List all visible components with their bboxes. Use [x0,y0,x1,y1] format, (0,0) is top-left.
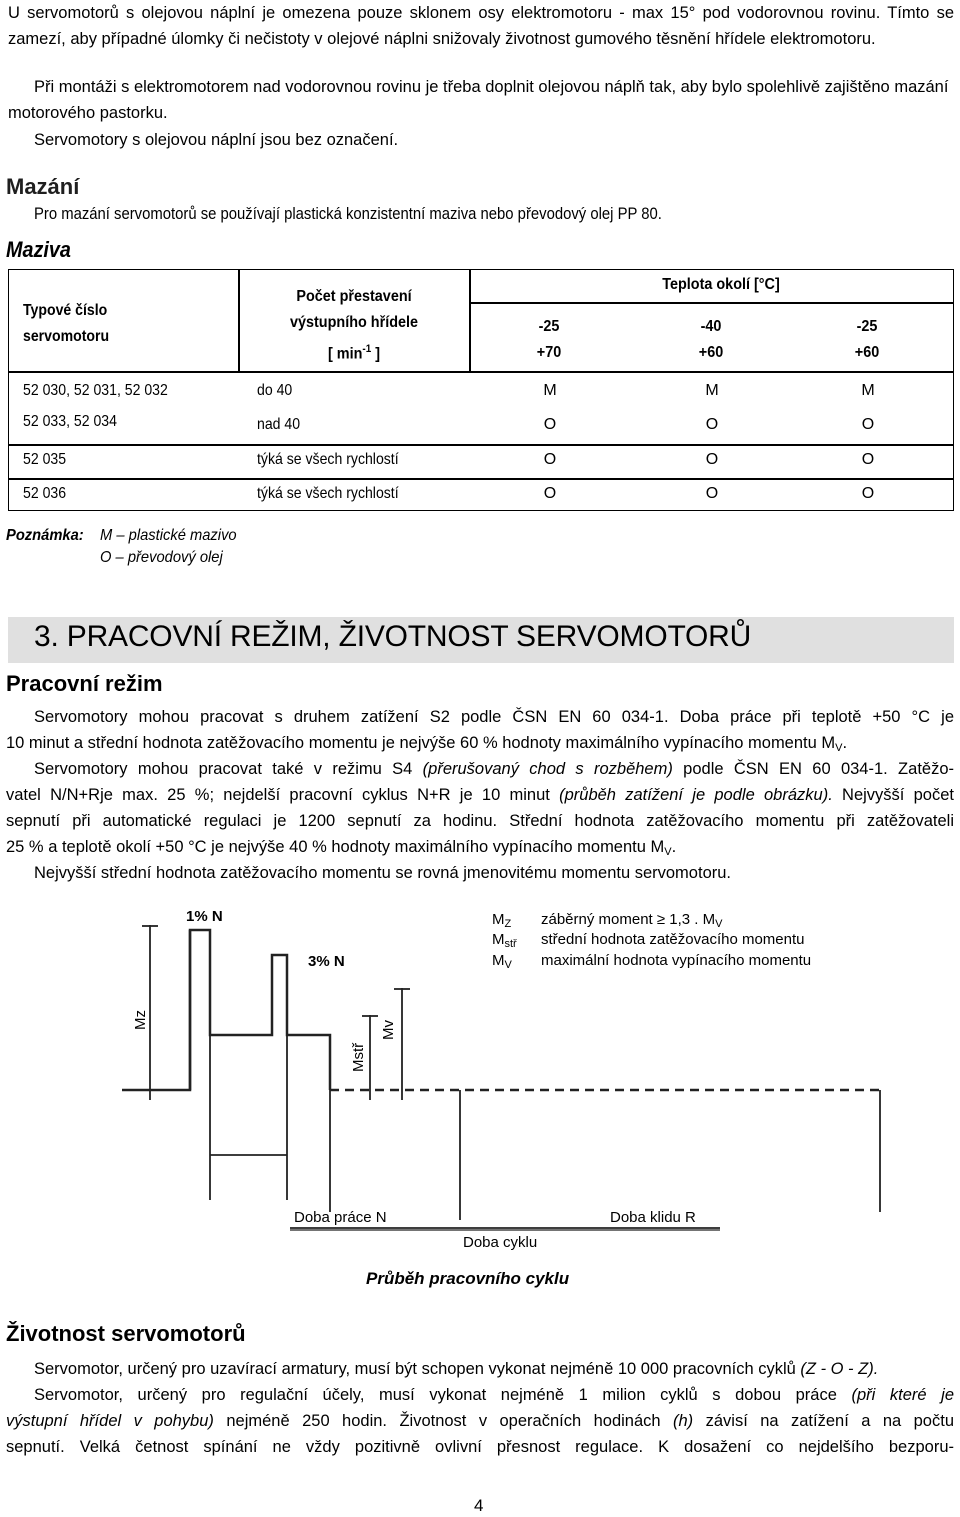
legend-mz: $M_Z$ [492,911,512,930]
note-o: O – převodový olej [100,549,223,566]
table-row-2-speed: nad 40 [257,416,301,433]
rezim-line-3: Servomotory mohou pracovat také v režimu S4 (přerušovaný chod s rozběhem) podle ČSN EN 60 034-1. Zatěžo- [34,760,954,778]
col-type-header-line1: Typové číslo [23,302,108,319]
intro-paragraph-2: Při montáži s elektromotorem nad vodorovnou rovinu je třeba doplnit olejovou náplň tak, aby bylo spolehlivě zajištěno mazání motorového pastorku. [8,78,949,122]
intro-paragraph-3: Servomotory s olejovou náplní jsou bez označení. [34,131,399,149]
temp-col-1: -25 +70 [536,318,562,361]
temp-col-2: -40 +60 [698,318,724,361]
zivotnost-line-3: výstupní hřídel v pohybu) nejméně 250 hodin. Životnost v operačních hodinách (h) závisí na zatížení a na počtu [6,1412,954,1430]
table-row-1-type: 52 030, 52 031, 52 032 [23,382,168,399]
table-row-2-type: 52 033, 52 034 [23,413,117,430]
maziva-heading: Maziva [6,237,71,262]
table-row-2-val-3: O [861,416,875,433]
zivotnost-line-2: Servomotor, určený pro regulační účely, musí vykonat nejméně 1 milion cyklů s dobou práce (při které je [34,1386,954,1404]
table-row-3-val-2: O [705,451,719,468]
rezim-line-2: 10 minut a střední hodnota zatěžovacího momentu je nejvýše 60 % hodnoty maximálního vypínacího momentu $M_V$. [6,734,848,754]
lubricant-table [8,269,954,511]
rezim-line-1: Servomotory mohou pracovat s druhem zatížení S2 podle ČSN EN 60 034-1. Doba práce při teplotě +50 °C je [34,708,954,726]
table-row-1-val-2: M [705,382,719,399]
table-row-4-val-1: O [543,485,557,502]
axis-mstr-label: Mstř [350,1042,367,1072]
intro-paragraph-1: U servomotorů s olejovou náplní je omezena pouze sklonem osy elektromotoru - max 15° pod vodorovnou rovinu. Tímto se zamezí, aby případné úlomky či nečistoty v olejové náplni snižovaly životnost gumového těsnění hřídele elektromotoru. [8,4,954,48]
table-row-2-val-2: O [705,416,719,433]
table-row-3-speed: týká se všech rychlostí [257,451,399,468]
legend-mstr-text: střední hodnota zatěžovacího momentu [541,931,805,948]
col-speed-header [290,284,418,367]
rezim-line-4: vatel N/N+Rje max. 25 %; nejdelší pracovní cyklus N+R je 10 minut (průběh zatížení je podle obrázku). Nejvyšší počet [6,786,954,804]
label-1pct: 1% N [186,908,223,925]
col-speed-unit: [ $\min^{-1}$ ] [327,343,381,363]
col-speed-header-line1: Počet přestavení [296,288,412,305]
table-row-1-speed: do 40 [257,382,293,399]
mazani-text: Pro mazání servomotorů se používají plastická konzistentní maziva nebo převodový olej PP 80. [34,205,662,223]
table-row-4-speed: týká se všech rychlostí [257,485,399,502]
col-type-header [23,298,109,350]
legend-mv-text: maximální hodnota vypínacího momentu [541,952,812,969]
table-row-3-val-1: O [543,451,557,468]
table-row-1-val-1: M [543,382,557,399]
table-row-4-val-3: O [861,485,875,502]
note-m: M – plastické mazivo [100,527,237,544]
table-row-4-type: 52 036 [23,485,67,502]
label-3pct: 3% N [308,953,345,970]
label-doba-klidu: Doba klidu R [610,1209,696,1226]
section-title: 3. PRACOVNÍ REŽIM, ŽIVOTNOST SERVOMOTORŮ [34,620,752,653]
table-row-3-type: 52 035 [23,451,67,468]
axis-mz-label: Mz [132,1010,149,1030]
zivotnost-heading: Životnost servomotorů [6,1321,246,1346]
table-row-1-val-3: M [861,382,875,399]
table-row-4-val-2: O [705,485,719,502]
zivotnost-line-4: sepnutí. Velká četnost spínání ne vždy pozitivně ovlivní přesnost regulace. K dosažení co nejdelšího bezporu- [6,1438,954,1456]
table-row-3-val-3: O [861,451,875,468]
note-label: Poznámka: [6,527,84,544]
zivotnost-line-1: Servomotor, určený pro uzavírací armatury, musí být schopen vykonat nejméně 10 000 pracovních cyklů (Z - O - Z). [34,1360,879,1378]
mazani-heading: Mazání [6,174,80,199]
legend-mv: $M_V$ [492,952,512,971]
work-cycle-diagram [0,900,960,1270]
col-speed-header-line2: výstupního hřídele [289,314,419,331]
rezim-line-7: Nejvyšší střední hodnota zatěžovacího momentu se rovná jmenovitému momentu servomotoru. [34,864,731,882]
rezim-line-5: sepnutí při automatické regulaci je 1200 sepnutí za hodinu. Střední hodnota zatěžovacího momentu při zatěžovateli [6,812,954,830]
temp-header: Teplota okolí [°C] [662,276,780,293]
legend-mz-text: záběrný moment ≥ 1,3 . $M_V$ [541,911,723,930]
page-number: 4 [474,1496,484,1515]
label-doba-cyklu: Doba cyklu [463,1234,538,1251]
diagram-caption: Průběh pracovního cyklu [366,1269,570,1288]
legend-mstr: $M_{stř}$ [492,931,517,950]
pracovni-rezim-heading: Pracovní režim [6,671,163,696]
rezim-line-6: 25 % a teplotě okolí +50 °C je nejvýše 40 % hodnoty maximálního vypínacího momentu $M_V$. [6,838,677,858]
table-row-2-val-1: O [543,416,557,433]
col-type-header-line2: servomotoru [23,328,110,345]
temp-col-3: -25 +60 [854,318,880,361]
label-doba-prace: Doba práce N [294,1209,387,1226]
axis-mv-label: Mv [380,1020,397,1040]
